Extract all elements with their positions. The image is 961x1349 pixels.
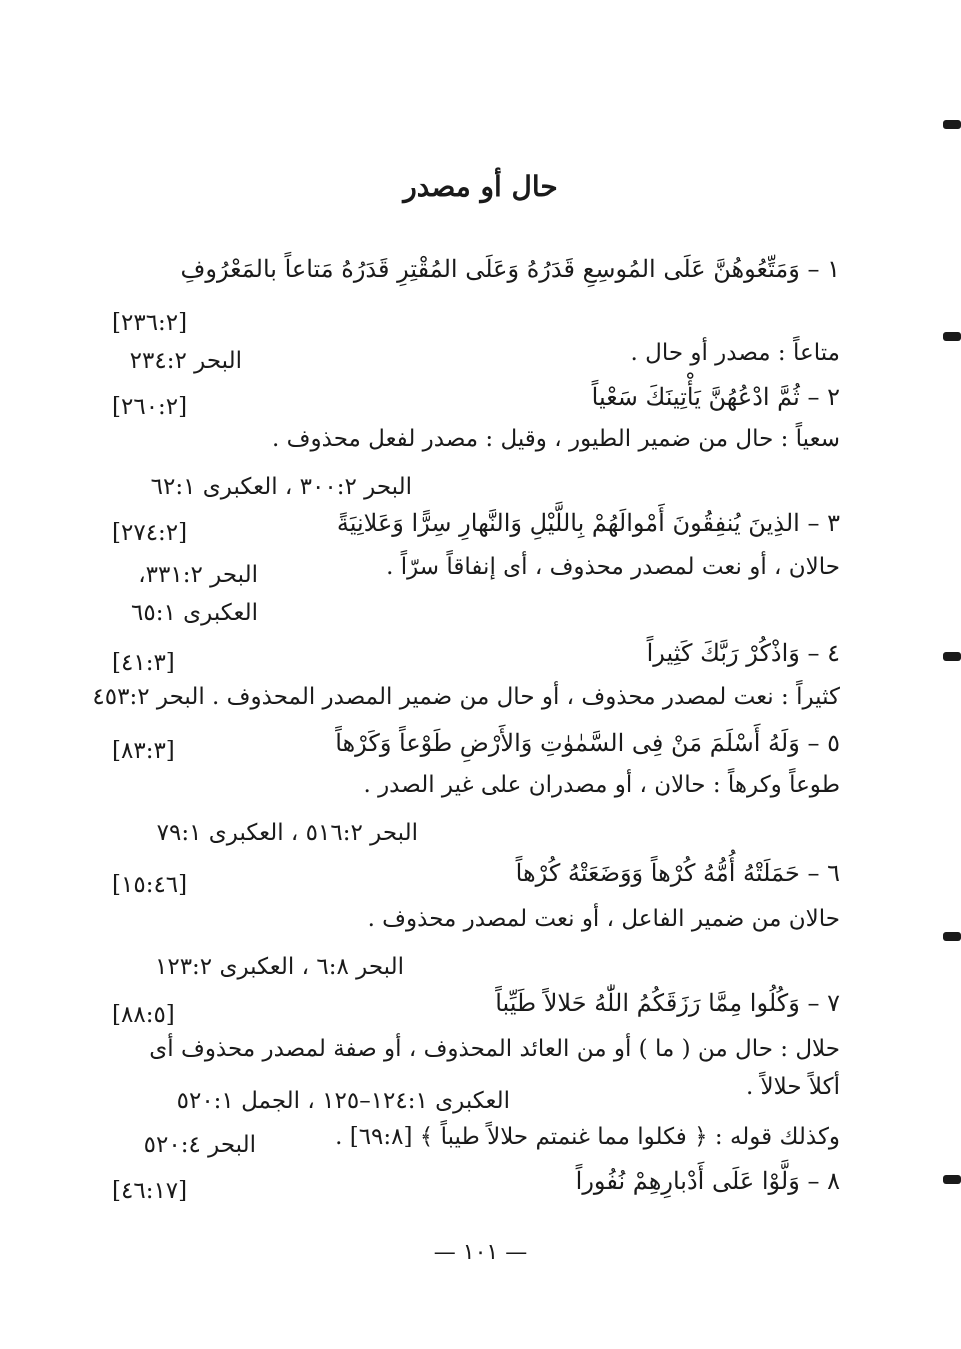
verse-ref-5: [٨٣:٣] — [112, 738, 175, 764]
item-number: ٤ – — [807, 639, 840, 667]
verse-ref-8: [٤٦:١٧] — [112, 1178, 188, 1204]
verse-ref-7: [٨٨:٥] — [112, 1002, 175, 1028]
verse-text: ثُمَّ ادْعُهُنَّ يَأْتِينَكَ سَعْياً — [591, 383, 800, 411]
scan-edge-mark — [943, 332, 961, 341]
verse-3 — [300, 508, 840, 538]
verse-5 — [250, 728, 840, 758]
item-number: ٦ – — [807, 859, 840, 887]
verse-text: الذِينَ يُنفِقُونَ أَمْوالَهُمْ بِاللَّيْلِ وَالنَّهارِ سِرًّا وَعَلانِيَةً — [336, 509, 800, 537]
verse-4 — [560, 638, 840, 668]
note-3: حالان ، أو نعت لمصدر محذوف ، أى إنفاقاً سرّاً . — [386, 554, 840, 580]
source-6: البحر ٦:٨ ، العكبرى ١٢٣:٢ — [154, 954, 404, 980]
verse-ref-2: [٢٦٠:٢] — [112, 394, 188, 420]
note-2: سعياً : حال من ضمير الطيور ، وقيل : مصدر لفعل محذوف . — [272, 426, 840, 452]
source-7c: البحر ٥٢٠:٤ — [143, 1132, 256, 1158]
item-number: ١ – — [807, 255, 840, 283]
note-7c: وكذلك قوله : ﴿ فكلوا مما غنمتم حلالاً طيباً ﴾ [٦٩:٨] . — [335, 1124, 840, 1150]
note-5: طوعاً وكرهاً : حالان ، أو مصدران على غير الصدر . — [363, 772, 840, 798]
verse-2 — [400, 382, 840, 412]
verse-8 — [500, 1166, 840, 1196]
note-7b: أكلاً حلالاً . — [745, 1074, 840, 1100]
verse-text: وَلَّوْا عَلَى أَدْبارِهِمْ نُفُوراً — [575, 1167, 800, 1195]
scan-edge-mark — [943, 1175, 961, 1184]
verse-ref-1: [٢٣٦:٢] — [112, 310, 188, 336]
note-4: كثيراً : نعت لمصدر محذوف ، أو حال من ضمير المصدر المحذوف . البحر ٤٥٣:٢ — [92, 684, 840, 710]
verse-text: وَكُلُوا مِمَّا رَزَقَكُمُ اللّٰهُ حَلالاً طَيِّباً — [495, 989, 800, 1017]
item-number: ٢ – — [807, 383, 840, 411]
item-number: ٨ – — [807, 1167, 840, 1195]
note-1: متاعاً : مصدر أو حال . — [630, 340, 840, 366]
verse-text: وَمَتِّعُوهُنَّ عَلَى المُوسِعِ قَدَرُهُ وَعَلَى المُقْتِرِ قَدَرُهُ مَتاعاً بالمَعْرُوفِ — [180, 255, 800, 283]
verse-text: وَلَهُ أَسْلَمَ مَنْ فِى السَّمٰوٰتِ وَالأَرْضِ طَوْعاً وَكَرْهاً — [335, 729, 800, 757]
verse-7 — [420, 988, 840, 1018]
verse-ref-3: [٢٧٤:٢] — [112, 520, 188, 546]
verse-1 — [150, 254, 840, 284]
verse-ref-6: [١٥:٤٦] — [112, 872, 188, 898]
page-title: حال أو مصدر — [403, 170, 558, 203]
source-3b: العكبرى ٦٥:١ — [131, 600, 258, 626]
scan-edge-mark — [943, 652, 961, 661]
source-1: البحر ٢٣٤:٢ — [129, 348, 242, 374]
verse-text: وَاذْكُرْ رَبَّكَ كَثِيراً — [646, 639, 800, 667]
note-6: حالان من ضمير الفاعل ، أو نعت لمصدر محذوف . — [367, 906, 840, 932]
note-7: حلال : حال من ( ما ) أو من العائد المحذوف ، أو صفة لمصدر محذوف أى — [149, 1036, 840, 1062]
page-number: — ١٠١ — — [433, 1240, 528, 1265]
verse-ref-4: [٤١:٣] — [112, 650, 175, 676]
source-5: البحر ٥١٦:٢ ، العكبرى ٧٩:١ — [156, 820, 418, 846]
source-7: العكبرى ١٢٤:١–١٢٥ ، الجمل ٥٢٠:١ — [176, 1088, 510, 1114]
source-3: البحر ٣٣١:٢، — [138, 562, 258, 588]
scan-edge-mark — [943, 120, 961, 129]
item-number: ٣ – — [807, 509, 840, 537]
item-number: ٥ – — [807, 729, 840, 757]
verse-6 — [440, 858, 840, 888]
verse-text: حَمَلَتْهُ أُمُّهُ كُرْهاً وَوَضَعَتْهُ كُرْهاً — [515, 859, 800, 887]
scan-edge-mark — [943, 932, 961, 941]
item-number: ٧ – — [807, 989, 840, 1017]
source-2: البحر ٣٠٠:٢ ، العكبرى ٦٢:١ — [150, 474, 412, 500]
